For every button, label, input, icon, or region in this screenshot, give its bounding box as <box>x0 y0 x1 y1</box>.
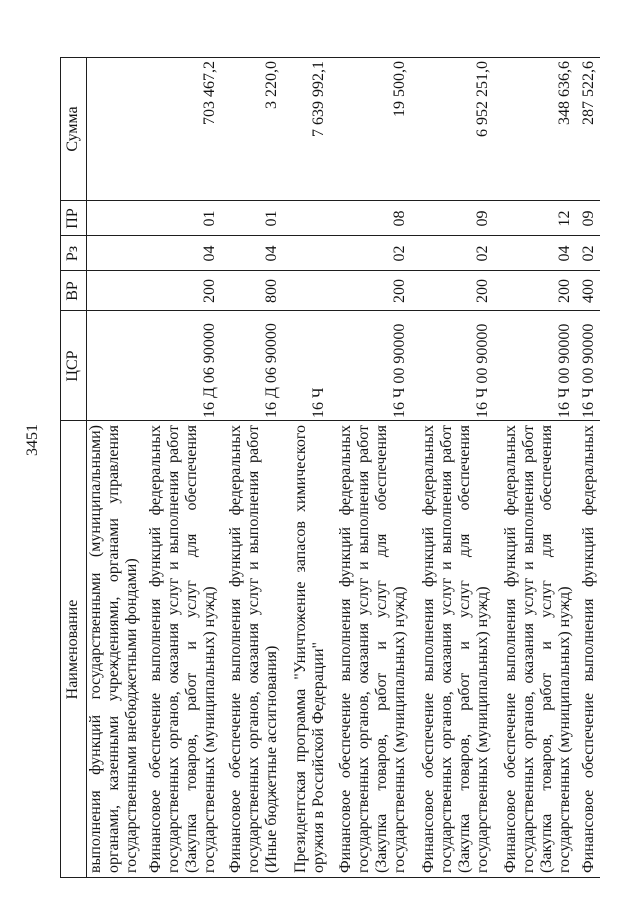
csr-cell: 16 Ч 00 90000 <box>474 323 491 418</box>
sum-cell: 6 952 251,0 <box>474 61 491 137</box>
name-cell <box>420 421 492 878</box>
sum-cell: 7 639 992,1 <box>310 61 327 137</box>
vr-cell: 200 <box>556 279 573 303</box>
name-line: государственных (муниципальных) нужд) <box>556 586 573 873</box>
pr-cell: 12 <box>556 210 573 227</box>
table-row <box>580 57 598 878</box>
vr-cell: 200 <box>474 279 491 303</box>
name-line: (Закупка товаров, работ и услуг для обеспечения <box>538 425 555 873</box>
pr-cell: 01 <box>263 210 280 227</box>
budget-table <box>60 57 600 878</box>
table-row <box>292 57 328 878</box>
header-csr: ЦСР <box>64 350 81 382</box>
name-line: выполнения функций государственными (муниципальными) <box>87 425 104 873</box>
name-line: (Закупка товаров, работ и услуг для обеспечения <box>456 425 473 873</box>
name-line: Финансовое обеспечение выполнения функций федеральных <box>147 425 164 873</box>
name-line: Финансовое обеспечение выполнения функций федеральных <box>337 425 354 873</box>
pr-cell: 09 <box>580 210 597 227</box>
csr-cell: 16 Д 06 90000 <box>201 323 218 418</box>
sum-cell: 3 220,0 <box>263 61 280 109</box>
page-number: 3451 <box>24 424 41 456</box>
rz-cell: 04 <box>263 245 280 262</box>
csr-cell: 16 Д 06 90000 <box>263 323 280 418</box>
name-line: государственных органов, оказания услуг и выполнения работ <box>245 425 262 873</box>
sum-cell: 703 467,2 <box>201 61 218 125</box>
vr-cell: 200 <box>391 279 408 303</box>
name-line: государственных (муниципальных) нужд) <box>391 586 408 873</box>
rz-cell: 02 <box>391 245 408 262</box>
rz-cell: 02 <box>474 245 491 262</box>
rz-cell: 02 <box>580 245 597 262</box>
table-row <box>147 57 219 878</box>
name-line: государственных органов, оказания услуг и выполнения работ <box>520 425 537 873</box>
name-line: Финансовое обеспечение выполнения функций федеральных <box>227 425 244 873</box>
sum-cell: 19 500,0 <box>391 61 408 117</box>
table-row <box>502 57 574 878</box>
csr-cell: 16 Ч 00 90000 <box>580 323 597 418</box>
csr-cell: 16 Ч 00 90000 <box>556 323 573 418</box>
name-cell <box>87 421 141 878</box>
table-row <box>227 57 281 878</box>
name-cell <box>337 421 409 878</box>
header-sum: Сумма <box>64 106 81 152</box>
name-cell <box>227 421 281 878</box>
table-row <box>420 57 492 878</box>
name-line: органами, казенными учреждениями, органами управления <box>105 425 122 873</box>
pr-cell: 01 <box>201 210 218 227</box>
rz-cell: 04 <box>556 245 573 262</box>
table-row <box>337 57 409 878</box>
vr-cell: 200 <box>201 279 218 303</box>
name-line: Финансовое обеспечение выполнения функций федеральных <box>420 425 437 873</box>
name-line: (Закупка товаров, работ и услуг для обеспечения <box>183 425 200 873</box>
vr-cell: 800 <box>263 279 280 303</box>
name-line: государственных (муниципальных) нужд) <box>474 586 491 873</box>
csr-cell: 16 Ч <box>310 387 327 418</box>
name-cell <box>292 421 328 878</box>
name-line: государственных органов, оказания услуг и выполнения работ <box>355 425 372 873</box>
name-line: (Закупка товаров, работ и услуг для обеспечения <box>373 425 390 873</box>
pr-cell: 09 <box>474 210 491 227</box>
vr-cell: 400 <box>580 279 597 303</box>
name-line: (Иные бюджетные ассигнования) <box>263 645 280 873</box>
name-cell <box>580 421 598 878</box>
header-rz: Рз <box>64 245 81 262</box>
name-line: Финансовое обеспечение выполнения функций федеральных <box>502 425 519 873</box>
name-cell <box>147 421 219 878</box>
header-vr: ВР <box>64 281 81 301</box>
name-line: Финансовое обеспечение выполнения функций федеральных <box>580 425 597 873</box>
pr-cell: 08 <box>391 210 408 227</box>
header-top-border <box>60 57 61 878</box>
name-line: Президентская программа "Уничтожение запасов химического <box>292 425 309 873</box>
table-row <box>87 57 141 878</box>
sum-cell: 287 522,6 <box>580 61 597 125</box>
rz-cell: 04 <box>201 245 218 262</box>
csr-cell: 16 Ч 00 90000 <box>391 323 408 418</box>
name-line: государственных органов, оказания услуг и выполнения работ <box>165 425 182 873</box>
header-name: Наименование <box>64 599 81 700</box>
name-line: государственных органов, оказания услуг и выполнения работ <box>438 425 455 873</box>
name-line: государственных (муниципальных) нужд) <box>201 586 218 873</box>
header-pr: ПР <box>64 208 81 229</box>
name-line: государственными внебюджетными фондами) <box>123 558 140 873</box>
name-line: оружия в Российской Федерации" <box>310 641 327 873</box>
name-cell <box>502 421 574 878</box>
sum-cell: 348 636,6 <box>556 61 573 125</box>
